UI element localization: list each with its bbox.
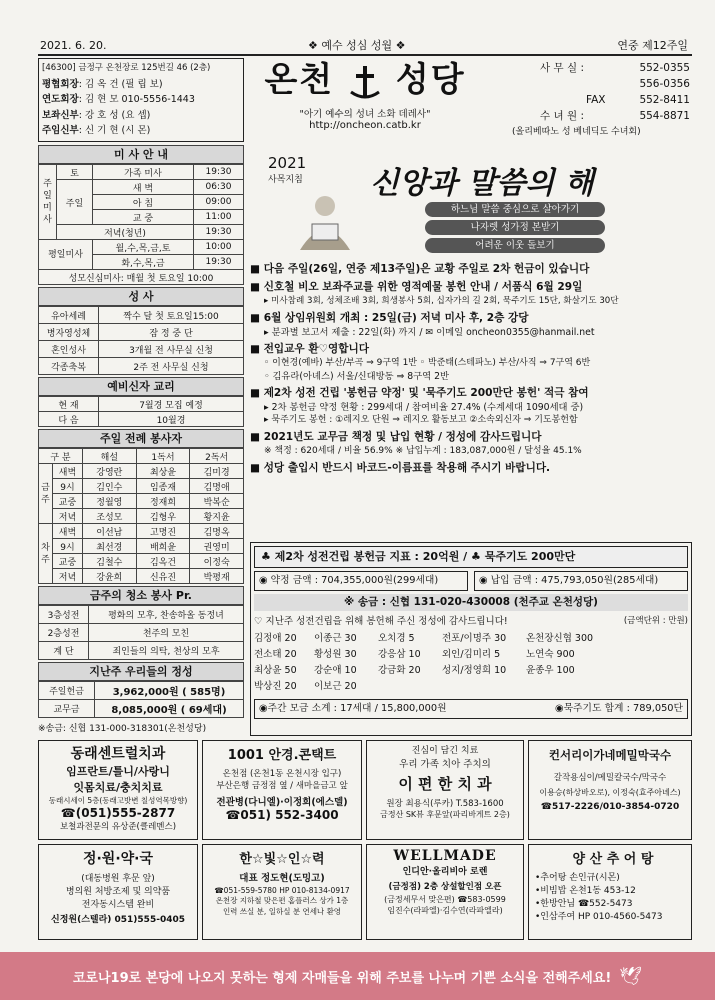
header-bar [38, 38, 692, 56]
banner-subtitle: 사목지침 [268, 175, 303, 185]
news-item: ■ 성당 출입시 반드시 바코드-이름표를 착용해 주시기 바랍니다. [250, 462, 551, 474]
donor-grid [254, 631, 688, 695]
finance-title: 지난주 우리들의 정성 [38, 662, 244, 681]
footer-text: 코로나19로 본당에 나오지 못하는 형제 자매들을 위해 주보를 나누며 기쁜 소식을 전해주세요! [72, 970, 612, 986]
banner-item: 어려운 이웃 돌보기 [425, 238, 605, 253]
contact-row: 556-0356 [639, 78, 690, 90]
rosary-total: ◉묵주기도 합계 : 789,050단 [555, 703, 683, 714]
dove-icon: 🕊 [619, 965, 643, 987]
banner-year: 2021 [268, 154, 307, 172]
cleaning-table: 3층성전 평화의 모후, 찬송하올 동정녀 2층성전 천주의 모친 계 단 죄인들의 의탁, 천상의 모후 [38, 605, 244, 660]
ad-optician: 1001 안경.콘택트 온천점 (온천1동 온천시장 입구) 부산은행 금정점 옆 / 새마을금고 앞 전관병(다니엘)·이정희(에스델) ☎051) 552-3400 [202, 740, 362, 840]
fund-title: ♣ 제2차 성전건립 봉헌금 지표 : 20억원 / ♣ 묵주기도 200만단 [254, 546, 688, 568]
sacrament-table: 유아세례 짝수 달 첫 토요일15:00 병자영성체 잠 정 중 단 혼인성사 3개월 전 사무실 신청 각종축복 2주 전 사무실 신청 [38, 306, 244, 375]
footer-banner [0, 952, 715, 1000]
logo-right: 성당 [395, 60, 466, 100]
liturgical-theme: ❖ 예수 성심 성월 ❖ [308, 39, 406, 52]
ad-dental-central: 동래센트럴치과 임프란트/틀니/사랑니 잇몸치료/충치치료 동래시세이 5층(동래고밧변 칠성역목방향) ☎(051)555-2877 보철과전문의 유상준(클레멘스) [38, 740, 198, 840]
building-fund-box [250, 542, 692, 736]
contact-box [512, 60, 690, 142]
banner-title: 신앙과 말씀의 해 [370, 166, 594, 201]
donor-row: 박상진 20 이보근 20 [254, 681, 357, 692]
mass-title: 미 사 안 내 [38, 145, 244, 164]
contact-row: 수 녀 원 : 554-8871 [540, 110, 690, 122]
bulletin-date: 2021. 6. 20. [40, 39, 107, 52]
cross-icon [348, 64, 382, 100]
donor-row: 전소태 20 황성원 30 강응삼 10 외인/김미리 5 노연숙 900 [254, 649, 575, 660]
news-item: ■ 제2차 성전 건립 '봉헌금 약정' 및 '묵주기도 200만단 봉헌' 적극 참여 ▸ 2차 봉헌금 약정 현황 : 299세대 / 참여비율 27.4% (수계세대 1090세대 중) ▸ 묵주기도 봉헌 : ①레지오 단원 ⇒ 레지오 활동보고 ②소속외신자 ⇒ 기도봉헌함 [250, 387, 589, 425]
news-item: ■ 6월 상임위원회 개최 : 25일(금) 저녁 미사 후, 2층 강당 ▸ 분과별 보고서 제출 : 22일(화) 까지 / ✉ 이메일 oncheon0355@hanmail.net [250, 312, 595, 338]
servers-title: 주일 전례 봉사자 [38, 429, 244, 448]
finance-table: 주일헌금 3,962,000원 ( 585명) 교무금 8,085,000원 ( 69세대) [38, 681, 244, 718]
news-item: ■ 전입교우 환♡영합니다 ◦ 이현경(예바) 부산/부곡 ⇒ 9구역 1반 ◦ 박준태(스테파노) 부산/사직 ⇒ 7구역 6반 ◦ 김유라(아녜스) 서울/신대방동 ⇒ 8구역 2반 [250, 343, 591, 382]
mass-table: 주일미사 토 가족 미사 19:30 주일 새 벽 06:30 아 침 09:00 교 중 11:00 저녁(청년) 19:30 평일미사 월,수,목,금,토 10:00 화,수,목,금 19:30 성모신심미사: 매월 첫 토요일 10:00 [38, 164, 244, 285]
parish-address: [46300] 금정구 온천장로 125번길 46 (2층) [42, 63, 211, 73]
logo-left: 온천 [264, 60, 335, 100]
ad-dental-easy: 진심이 담긴 치료 우리 가족 치아 주치의 이 편 한 치 과 원장 최용식(루카) T.583-1600 금정산 SK뷰 후문앞(파리바게트 2층) [366, 740, 524, 840]
ad-chueotang: 양 산 추 어 탕 •추어탕 손인규(시몬) •비빔밥 온천1동 453-12 •한방안님 ☎552-5473 •인삼주여 HP 010-4560-5473 [528, 844, 692, 940]
news-list [250, 262, 692, 479]
cleaning-title: 금주의 청소 봉사 Pr. [38, 586, 244, 605]
catechism-title: 예비신자 교리 [38, 377, 244, 396]
banner-item: 하느님 말씀 중심으로 살아가기 [425, 202, 605, 217]
parish-url[interactable]: http://oncheon.catb.kr [309, 120, 421, 131]
liturgical-week: 연중 제12주일 [617, 39, 688, 52]
contact-row: 사 무 실 : 552-0355 [540, 62, 690, 74]
news-item: ■ 다음 주일(26일, 연중 제13주일)은 교황 주일로 2차 헌금이 있습니다 [250, 263, 590, 275]
fund-account: ※ 송금 : 신협 131-020-430008 (천주교 온천성당) [254, 594, 688, 611]
info-row: 주임신부 : 신 기 현 (시 몬) [42, 125, 151, 136]
pastoral-banner [250, 150, 690, 258]
info-row: 보좌신부 : 강 호 성 (요 셉) [42, 109, 151, 121]
fund-thanks: ♡ 지난주 성전건립을 위해 봉헌해 주신 정성에 감사드립니다! (금액단위 : 만원) [254, 616, 688, 627]
fund-summary [254, 699, 688, 719]
catechism-table: 현 재 7월경 모집 예정 다 음 10월경 [38, 396, 244, 427]
pledge-amount: ◉ 약정 금액 : 704,355,000원(299세대) [254, 571, 468, 591]
parish-logo [250, 58, 480, 142]
ad-wellmade: WELLMADE 인디안·올리비아 로렌 (금정점) 2층 상설할인점 오픈 (금정세무서 맞은편) ☎583-0599 임진수(라파엘)·김수연(라파엘라) [366, 844, 524, 940]
donor-row: 최상윤 50 강순애 10 강금화 20 성지/정영희 10 윤종우 100 [254, 665, 575, 676]
ad-manpower: 한☆빛☆인☆력 대표 정도현(도밍고) ☎051-559-5780 HP 010-8134-0917 온천장 지하철 맞은편 홈플러스 상가 1층 인력 쓰실 분, 일하실 분 연세나 환영 [202, 844, 362, 940]
weekly-total: ◉주간 모금 소계 : 17세대 / 15,800,000원 [259, 703, 447, 714]
servers-table: 구 분 해설 1독서 2독서 금주 새벽 강영란 최상윤 김미경 9시 김인수 임종재 김명애 교중 정월영 정재희 박복순 저녁 조성모 김형우 황지윤 차주 새벽 이선남 고명진 김명옥 9시 최선경 배희윤 권영미 교중 김철수 김옥건 이정숙 저녁 강윤희 신유진 박평재 [38, 448, 244, 584]
left-column [38, 145, 244, 734]
info-row: 연도회장 : 김 현 모 010-5556-1443 [42, 94, 195, 105]
paid-amount: ◉ 납입 금액 : 475,793,050원(285세대) [474, 571, 688, 591]
fund-amounts [254, 571, 688, 591]
banner-item: 나자렛 성가정 본받기 [425, 220, 605, 235]
ad-noodle: 컨서리이가네메밀막국수 갈작용심이/메밀칼국수/막국수 이용승(하상바오로), 이정숙(효주아녜스) ☎517-2226/010-3854-0720 [528, 740, 692, 840]
person-illustration [290, 190, 360, 250]
news-item: ■ 신호철 비오 보좌주교를 위한 영적예물 봉헌 안내 / 서품식 6월 29일 ▸ 미사참례 3회, 성체조배 3회, 희생봉사 5회, 십자가의 길 2회, 묵주기도 15단, 화살기도 30단 [250, 281, 619, 306]
info-row: 평협회장 : 김 옥 건 (필 립 보) [42, 78, 163, 90]
convent-name: (올리베따노 성 베네딕도 수녀회) [512, 127, 641, 137]
news-item: ■ 2021년도 교무금 책정 및 납입 현황 / 정성에 감사드립니다 ※ 책정 : 620세대 / 비율 56.9% ※ 납입누계 : 183,087,000원 / 달성율 45.1% [250, 431, 582, 456]
donor-row: 김정애 20 이종근 30 오치경 5 전포/이명주 30 온천장신협 300 [254, 633, 594, 644]
parish-motto: "아기 예수의 성녀 소화 데레사" [299, 109, 431, 120]
parish-info-box [38, 58, 244, 142]
finance-account: ※송금: 신협 131-000-318301(온천성당) [38, 724, 207, 734]
ad-pharmacy: 정·원·약·국 (대동병원 후문 앞) 병의원 처방조제 및 의약품 전자동시스템 완비 신정원(스텔라) 051)555-0405 [38, 844, 198, 940]
contact-row: FAX 552-8411 [586, 94, 690, 106]
sacrament-title: 성 사 [38, 287, 244, 306]
